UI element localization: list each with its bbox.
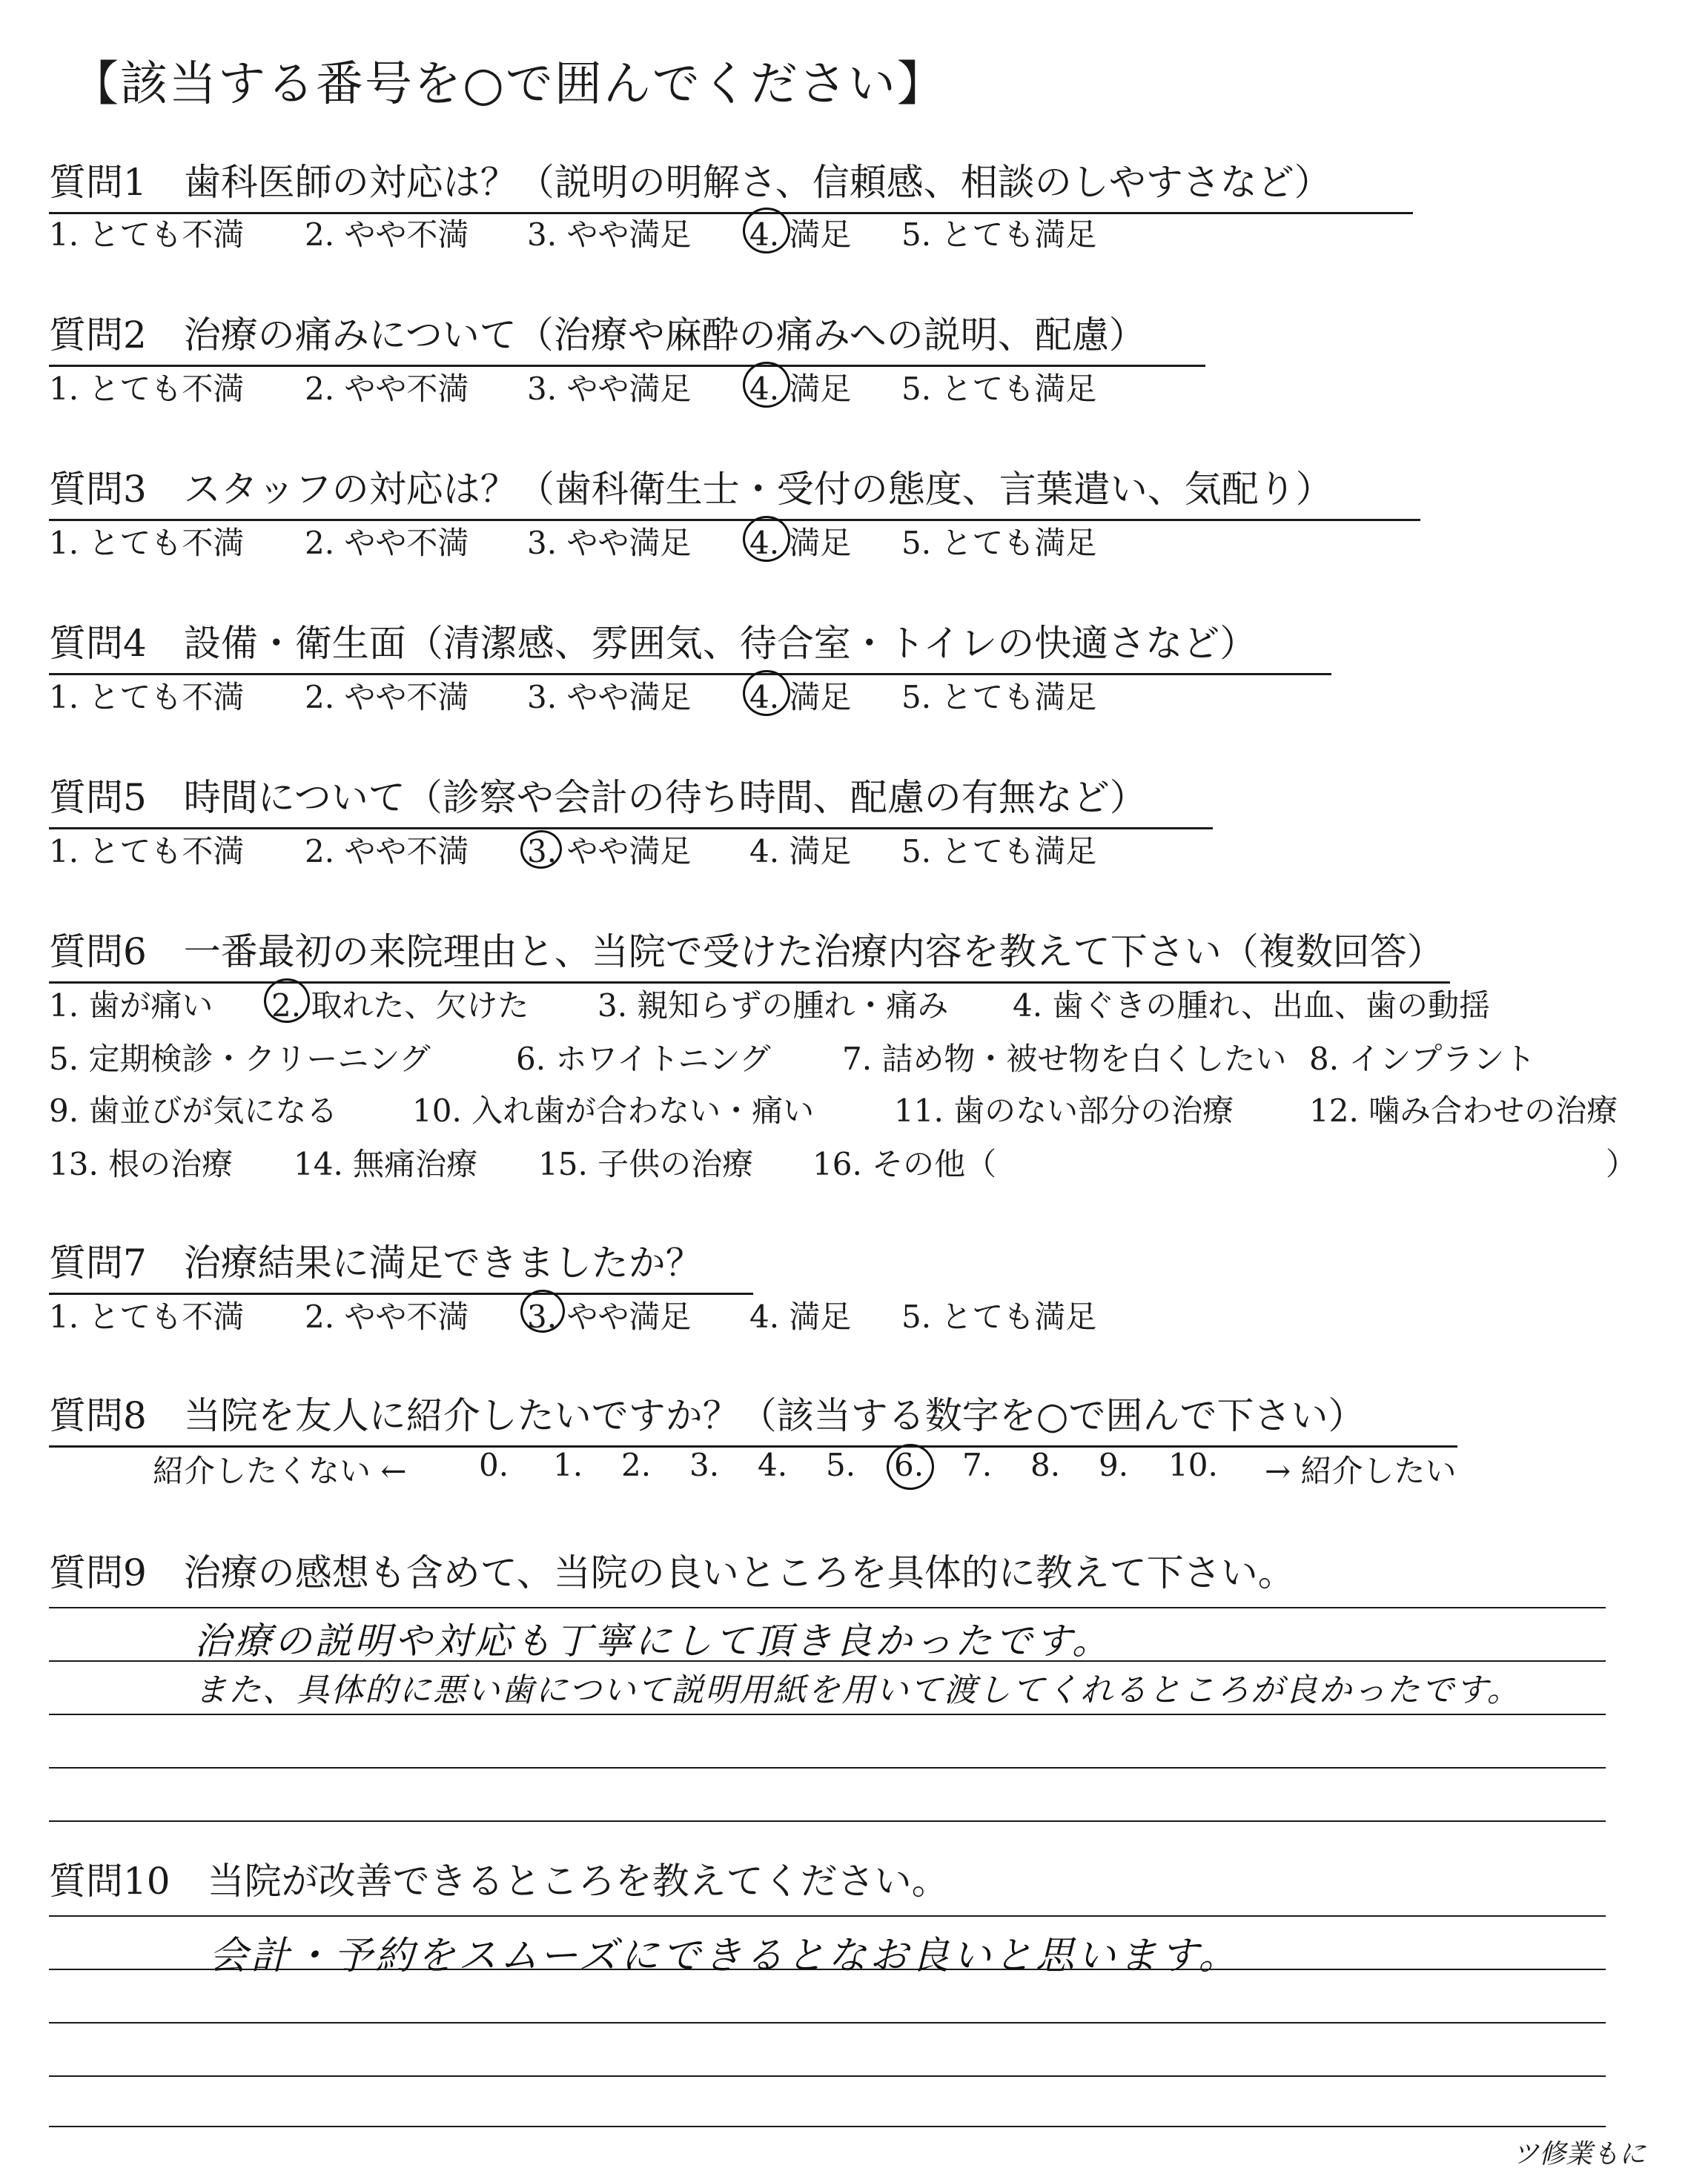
q6-option-14[interactable]: 14. 無痛治療 xyxy=(294,1146,478,1182)
q4-option-5[interactable]: 5. とても満足 xyxy=(901,679,1097,715)
q9-answer-line-1 xyxy=(49,1607,1606,1608)
q6-option-10[interactable]: 10. 入れ歯が合わない・痛い xyxy=(412,1093,815,1129)
q10-answer-line-4 xyxy=(49,2075,1606,2077)
q6-option-2[interactable]: 2. 取れた、欠けた xyxy=(271,987,529,1024)
q4-option-4[interactable]: 4. 満足 xyxy=(749,679,852,715)
q8-scale-9[interactable]: 9. xyxy=(1099,1447,1129,1483)
q8-scale-5[interactable]: 5. xyxy=(826,1447,856,1483)
q8-scale-1[interactable]: 1. xyxy=(553,1447,583,1483)
q8-scale-right-label: → 紹介したい xyxy=(1265,1453,1457,1489)
q8-scale-2[interactable]: 2. xyxy=(621,1447,652,1483)
q6-other-close-paren: ） xyxy=(1606,1146,1638,1182)
q3-option-3[interactable]: 3. やや満足 xyxy=(527,525,692,561)
q6-option-15[interactable]: 15. 子供の治療 xyxy=(538,1146,754,1182)
q4-option-3[interactable]: 3. やや満足 xyxy=(527,679,692,715)
instruction-heading: 【該当する番号を○で囲んでください】 xyxy=(71,57,946,112)
q3-option-5[interactable]: 5. とても満足 xyxy=(901,525,1097,561)
q10-answer-line-1 xyxy=(49,1915,1606,1917)
q7-option-1[interactable]: 1. とても不満 xyxy=(49,1299,245,1335)
q8-scale-0[interactable]: 0. xyxy=(479,1447,509,1483)
question-4-title: 質問4 設備・衛生面（清潔感、雰囲気、待合室・トイレの快適さなど） xyxy=(49,614,1331,675)
q8-scale-7[interactable]: 7. xyxy=(962,1447,993,1483)
q8-answer-circle xyxy=(884,1441,937,1493)
q5-option-1[interactable]: 1. とても不満 xyxy=(49,833,245,869)
question-6-title: 質問6 一番最初の来院理由と、当院で受けた治療内容を教えて下さい（複数回答） xyxy=(49,922,1450,984)
q7-option-5[interactable]: 5. とても満足 xyxy=(901,1299,1097,1335)
q8-scale-4[interactable]: 4. xyxy=(758,1447,788,1483)
q6-option-9[interactable]: 9. 歯並びが気になる xyxy=(49,1093,338,1129)
q7-option-3[interactable]: 3. やや満足 xyxy=(527,1299,692,1335)
q5-option-3[interactable]: 3. やや満足 xyxy=(527,833,692,869)
q1-option-2[interactable]: 2. やや不満 xyxy=(305,216,469,253)
q2-option-2[interactable]: 2. やや不満 xyxy=(305,371,469,407)
q6-option-4[interactable]: 4. 歯ぐきの腫れ、出血、歯の動揺 xyxy=(1013,987,1490,1024)
q6-option-12[interactable]: 12. 噛み合わせの治療 xyxy=(1309,1093,1618,1129)
question-9-title: 質問9 治療の感想も含めて、当院の良いところを具体的に教えて下さい。 xyxy=(49,1551,1295,1594)
q10-answer-line-5 xyxy=(49,2126,1606,2127)
q8-scale-10[interactable]: 10. xyxy=(1168,1447,1218,1483)
q2-option-4[interactable]: 4. 満足 xyxy=(749,371,852,407)
q6-option-16[interactable]: 16. その他（ xyxy=(812,1146,997,1182)
q4-option-1[interactable]: 1. とても不満 xyxy=(49,679,245,715)
q9-answer-line-3 xyxy=(49,1714,1606,1715)
question-1-title: 質問1 歯科医師の対応は？（説明の明解さ、信頼感、相談のしやすさなど） xyxy=(49,153,1413,214)
q6-option-13[interactable]: 13. 根の治療 xyxy=(49,1146,234,1182)
q2-option-1[interactable]: 1. とても不満 xyxy=(49,371,245,407)
q1-option-3[interactable]: 3. やや満足 xyxy=(527,216,692,253)
q8-scale-8[interactable]: 8. xyxy=(1030,1447,1061,1483)
q2-option-5[interactable]: 5. とても満足 xyxy=(901,371,1097,407)
q10-handwritten-line-1: 会計・予約をスムーズにできるとなお良いと思います。 xyxy=(209,1934,1240,1978)
q6-option-3[interactable]: 3. 親知らずの腫れ・痛み xyxy=(598,987,949,1024)
q4-option-2[interactable]: 2. やや不満 xyxy=(305,679,469,715)
q9-handwritten-line-1: 治療の説明や対応も丁寧にして頂き良かったです。 xyxy=(194,1620,1112,1663)
q7-option-2[interactable]: 2. やや不満 xyxy=(305,1299,469,1335)
q10-answer-line-3 xyxy=(49,2022,1606,2023)
q5-option-4[interactable]: 4. 満足 xyxy=(749,833,852,869)
question-3-title: 質問3 スタッフの対応は？（歯科衛生士・受付の態度、言葉遣い、気配り） xyxy=(49,460,1420,521)
q7-option-4[interactable]: 4. 満足 xyxy=(749,1299,852,1335)
q6-option-7[interactable]: 7. 詰め物・被せ物を白くしたい xyxy=(842,1041,1287,1077)
question-8-title: 質問8 当院を友人に紹介したいですか？（該当する数字を○で囲んで下さい） xyxy=(49,1386,1457,1448)
question-10-title: 質問10 当院が改善できるところを教えてください。 xyxy=(49,1860,949,1903)
q8-scale-6[interactable]: 6. xyxy=(894,1447,924,1483)
q1-option-4[interactable]: 4. 満足 xyxy=(749,216,852,253)
question-2-title: 質問2 治療の痛みについて（治療や麻酔の痛みへの説明、配慮） xyxy=(49,305,1205,367)
question-5-title: 質問5 時間について（診察や会計の待ち時間、配慮の有無など） xyxy=(49,768,1213,829)
q6-option-5[interactable]: 5. 定期検診・クリーニング xyxy=(49,1041,431,1077)
q8-scale-3[interactable]: 3. xyxy=(689,1447,720,1483)
q3-option-2[interactable]: 2. やや不満 xyxy=(305,525,469,561)
q5-option-5[interactable]: 5. とても満足 xyxy=(901,833,1097,869)
q9-handwritten-line-2: また、具体的に悪い歯について説明用紙を用いて渡してくれるところが良かったです。 xyxy=(194,1671,1521,1709)
q6-option-1[interactable]: 1. 歯が痛い xyxy=(49,987,214,1024)
q6-option-6[interactable]: 6. ホワイトニング xyxy=(516,1041,771,1077)
q9-answer-line-5 xyxy=(49,1820,1606,1822)
q6-option-11[interactable]: 11. 歯のない部分の治療 xyxy=(894,1093,1234,1129)
q9-answer-line-4 xyxy=(49,1767,1606,1769)
q1-option-5[interactable]: 5. とても満足 xyxy=(901,216,1097,253)
question-7-title: 質問7 治療結果に満足できましたか？ xyxy=(49,1233,753,1295)
q1-option-1[interactable]: 1. とても不満 xyxy=(49,216,245,253)
q3-option-1[interactable]: 1. とても不満 xyxy=(49,525,245,561)
corner-handwritten-note: ツ修業もに xyxy=(1512,2139,1646,2170)
q8-scale-left-label: 紹介したくない ← xyxy=(153,1453,407,1489)
q3-option-4[interactable]: 4. 満足 xyxy=(749,525,852,561)
q5-option-2[interactable]: 2. やや不満 xyxy=(305,833,469,869)
q6-option-8[interactable]: 8. インプラント xyxy=(1309,1041,1536,1077)
q2-option-3[interactable]: 3. やや満足 xyxy=(527,371,692,407)
